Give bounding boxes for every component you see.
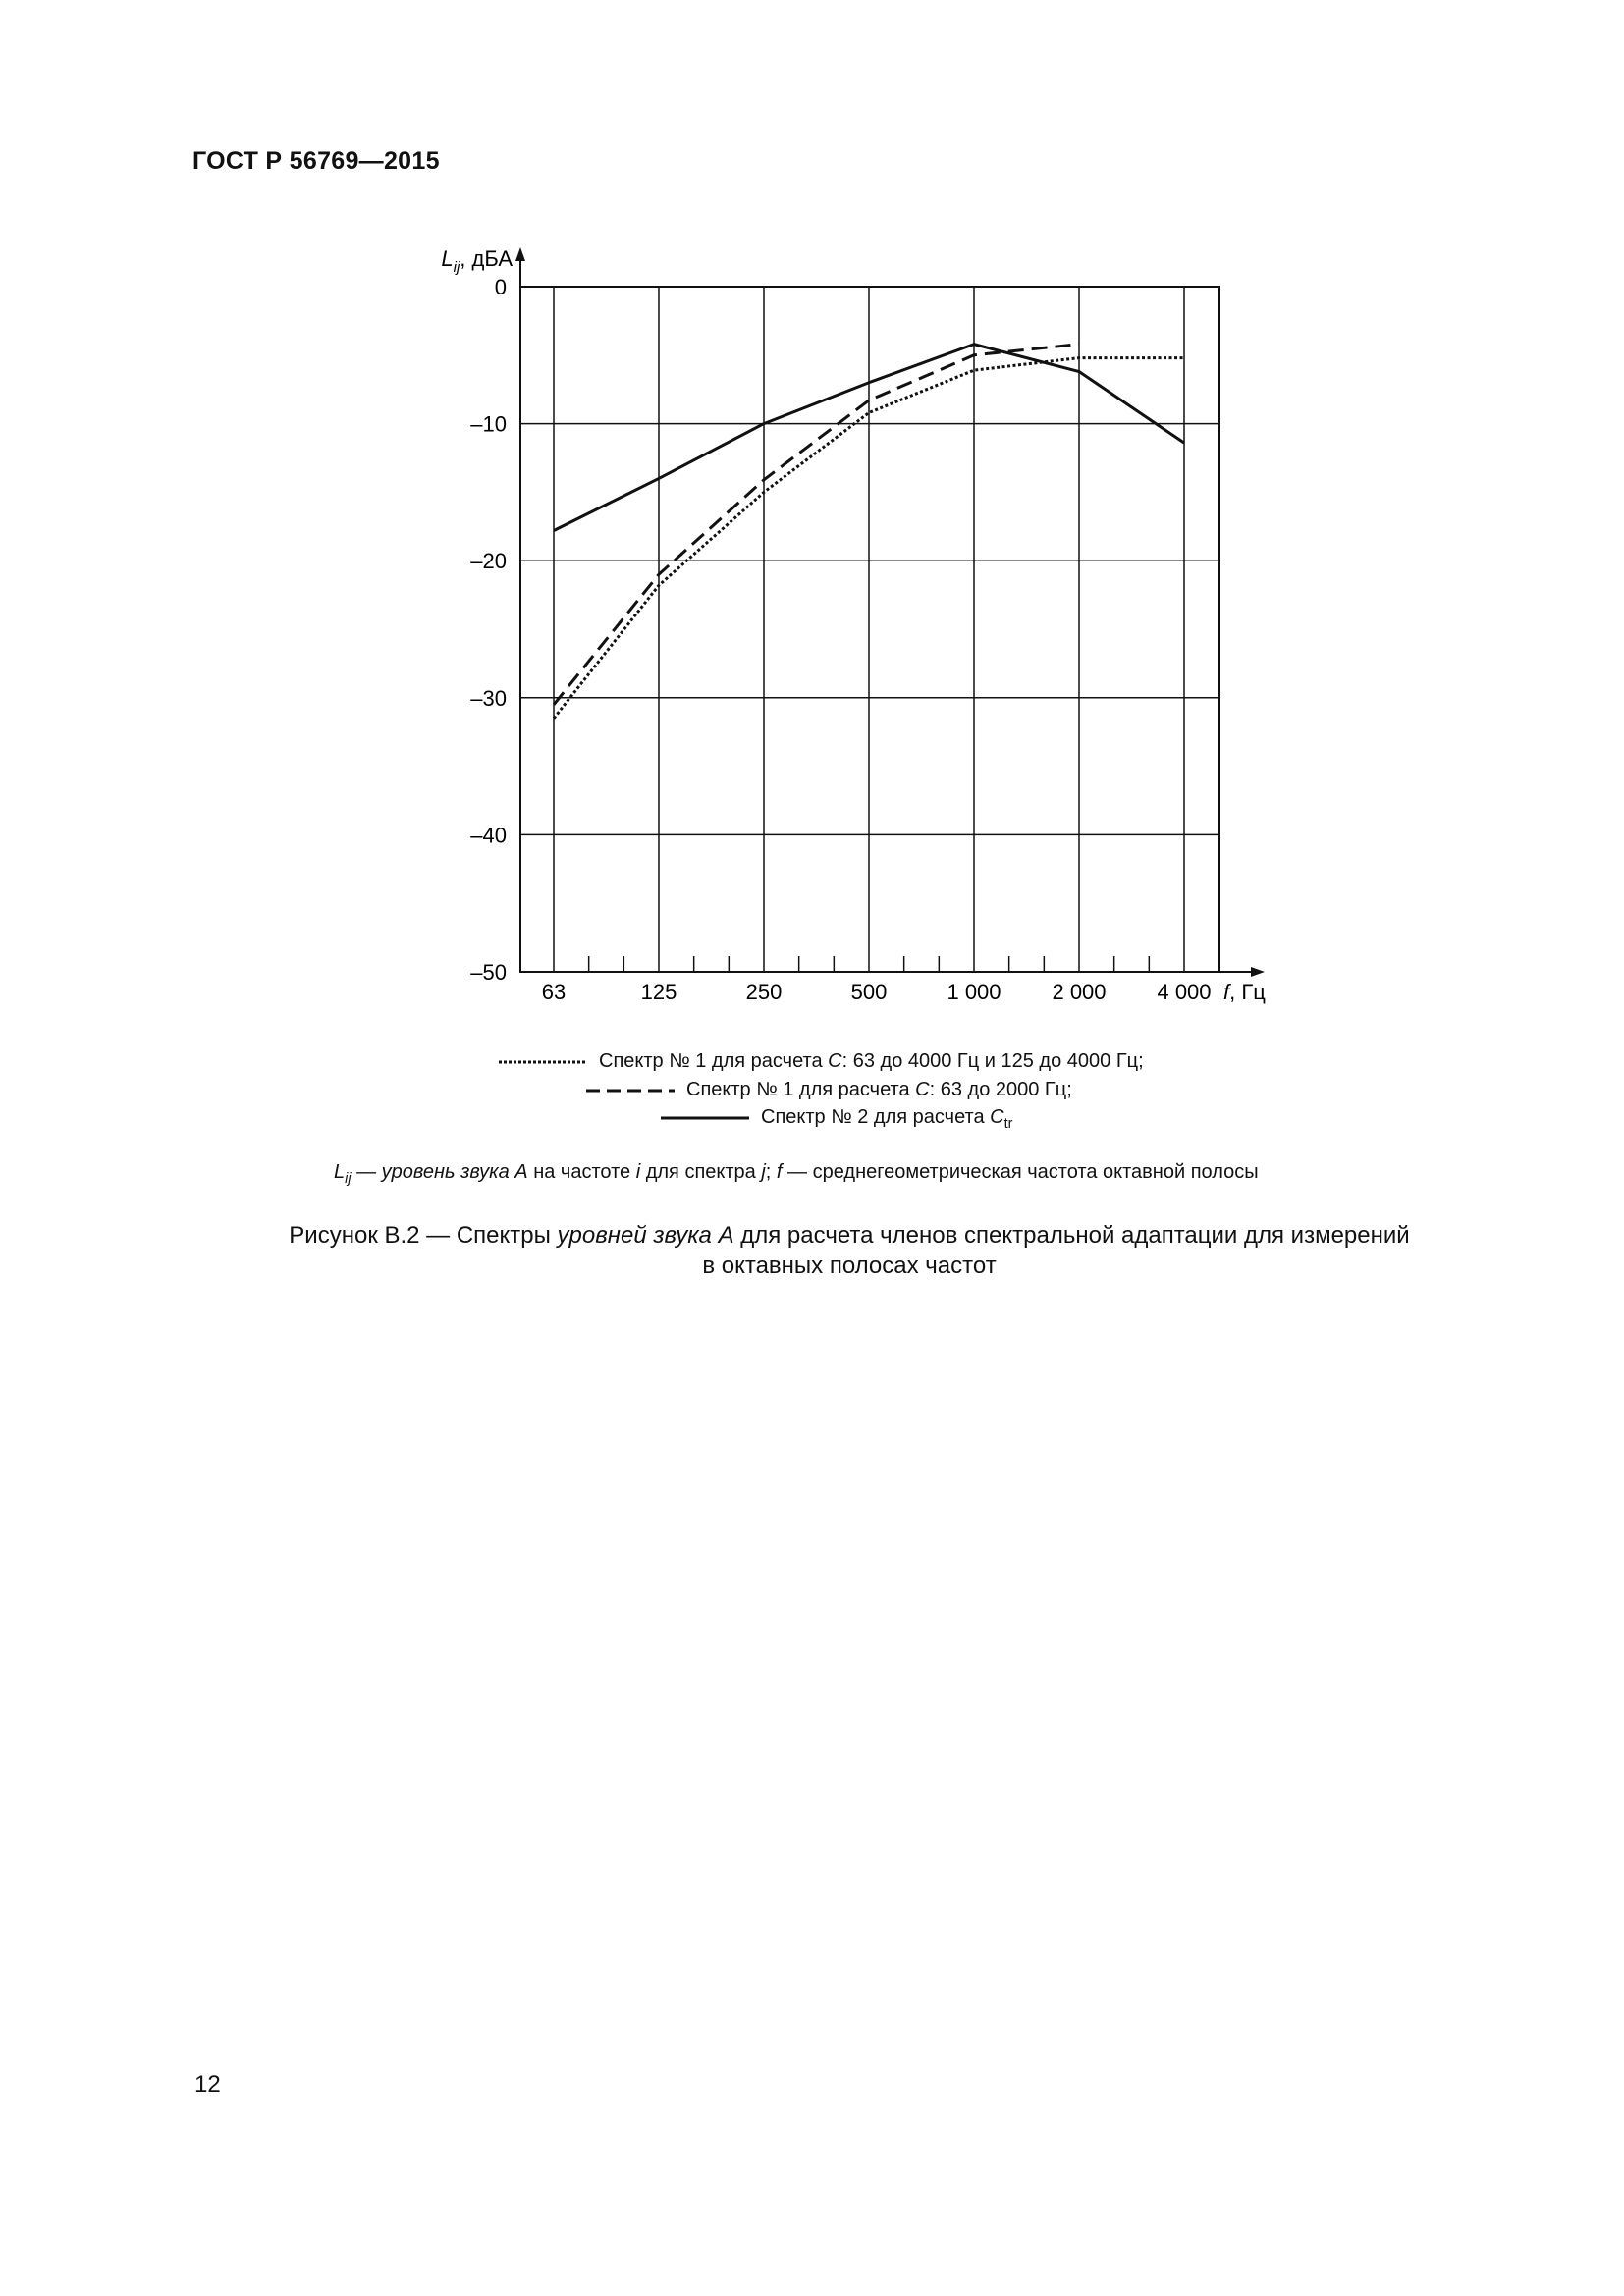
y-axis-arrow <box>515 247 525 261</box>
legend-swatch-dashed <box>586 1086 675 1095</box>
x-tick-label: 1 000 <box>947 980 1001 1004</box>
x-axis-label <box>1223 980 1266 1004</box>
y-tick-label: –20 <box>470 549 507 574</box>
legend-swatch-dotted <box>499 1057 587 1067</box>
y-tick-labels <box>470 275 507 985</box>
y-tick-label: –40 <box>470 823 507 848</box>
x-tick-label: 250 <box>745 980 783 1004</box>
symbol-note: $L_{ij}$ — уровень звука А на частоте i для спектра j; f — среднегеометрическая частота октавной полосы <box>334 1161 1259 1187</box>
x-label-symbol: f <box>1223 980 1230 1004</box>
y-axis-label <box>441 246 513 276</box>
figure-caption: Рисунок В.2 — Спектры уровней звука А для расчета членов спектральной адаптации для измерений в октавных полосах частот <box>289 1222 1410 1279</box>
x-tick-label: 125 <box>640 980 677 1004</box>
y-tick-label: –50 <box>470 960 507 985</box>
x-label-unit: , Гц <box>1229 980 1266 1004</box>
document-header: ГОСТ Р 56769—2015 <box>192 147 440 175</box>
series-line-dashed <box>554 345 1079 705</box>
y-label-unit: , дБА <box>460 246 513 271</box>
y-label-subscript: ij <box>453 259 460 276</box>
x-tick-label: 63 <box>541 980 567 1004</box>
page-number: 12 <box>194 2071 221 2098</box>
legend-item-dotted: Спектр № 1 для расчета C: 63 до 4000 Гц и 125 до 4000 Гц; <box>499 1050 1144 1073</box>
y-tick-label: –10 <box>470 411 507 437</box>
x-axis-arrow <box>1251 967 1265 977</box>
y-tick-label: –30 <box>470 685 507 711</box>
legend-item-solid: Спектр № 2 для расчета $C_{tr}$ <box>661 1106 1012 1132</box>
x-tick-label: 2 000 <box>1052 980 1107 1004</box>
x-tick-labels <box>542 980 1212 1004</box>
x-tick-label: 4 000 <box>1157 980 1212 1004</box>
legend-item-dashed: Спектр № 1 для расчета C: 63 до 2000 Гц; <box>586 1079 1072 1101</box>
legend-swatch-solid <box>661 1113 749 1123</box>
y-tick-label: 0 <box>494 275 507 299</box>
x-tick-label: 500 <box>850 980 888 1004</box>
y-label-symbol: L <box>441 246 454 271</box>
